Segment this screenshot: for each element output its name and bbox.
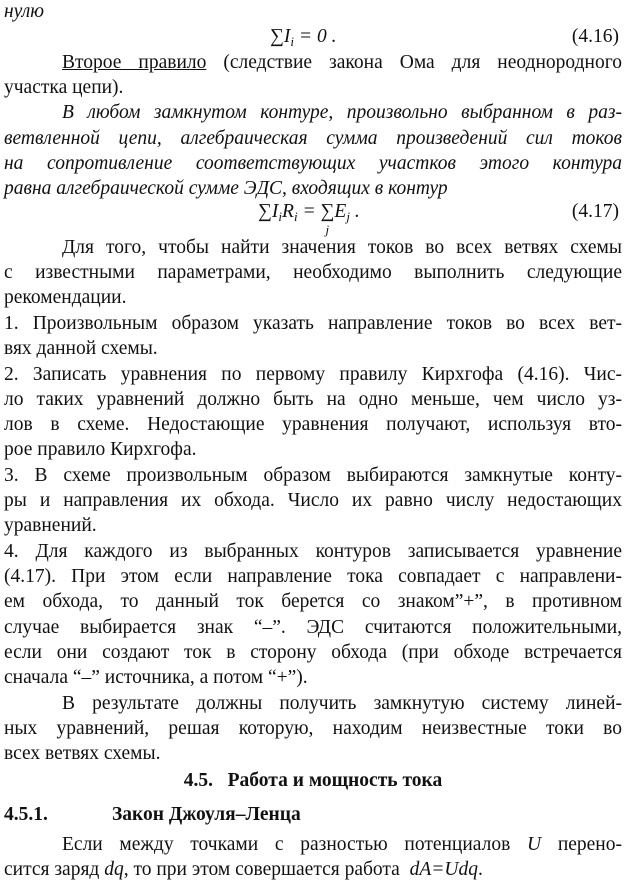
text-line: вях данной схемы.: [4, 338, 158, 359]
text: , то при этом совершается работа: [123, 859, 410, 880]
text-line: равна алгебраической сумме ЭДС, входящих в контур: [4, 178, 448, 199]
eq-sub: i: [278, 209, 283, 224]
text-line: (4.17). При этом если направление тока совпадает с направлени-: [4, 566, 622, 587]
text-line: всех ветвях схемы.: [4, 743, 161, 764]
text-line: на сопротивление соответствующих участков этого контура: [4, 153, 622, 174]
text: .: [477, 859, 483, 880]
text-line: 2. Записать уравнения по первому правилу Кирхгофа (4.16). Чис-: [4, 364, 622, 385]
text-line: [4, 858, 622, 882]
section-heading: 4.5. Работа и мощность тока: [183, 770, 443, 791]
sum-symbol: ∑: [258, 201, 272, 222]
equation-number: (4.17): [571, 201, 619, 222]
text-line: ры и направления их обхода. Число их равно числу недостающих: [4, 490, 622, 511]
eq-var: I: [271, 201, 279, 222]
text-line: ветвленной цепи, алгебраическая сумма произведений сил токов: [4, 128, 622, 149]
sum-symbol: ∑: [270, 26, 284, 47]
text-line: 1. Произвольным образом указать направление токов во всех вет-: [4, 313, 622, 334]
text-line: 3. В схеме произвольным образом выбираются замкнутые конту-: [4, 465, 622, 486]
text-line: ло таких уравнений должно быть на одно меньше, чем число уз-: [4, 389, 622, 410]
equation-4-16: [270, 25, 336, 54]
text-line: уравнений.: [4, 515, 97, 536]
text-line: В любом замкнутом контуре, произвольно выбранном в раз-: [62, 102, 622, 123]
text-line: участка цепи).: [4, 77, 124, 98]
subsection-title: Закон Джоуля–Ленца: [112, 804, 301, 825]
eq-sub: i: [293, 209, 298, 224]
subsection-heading: [4, 803, 622, 827]
equation-4-17: [258, 200, 360, 237]
text-line: лов в схеме. Недостающие уравнения получают, используя вто-: [4, 414, 622, 435]
text: сится заряд: [4, 859, 105, 880]
text-line: рекомендации.: [4, 287, 127, 308]
eq-rest: .: [349, 201, 360, 222]
eq-var: R: [282, 201, 294, 222]
subsection-number: 4.5.1.: [4, 804, 48, 825]
text-line: 4. Для каждого из выбранных контуров записывается уравнение: [4, 541, 622, 562]
math-formula: dA=Udq: [409, 859, 478, 880]
text-line: нулю: [4, 1, 45, 22]
text-line: ем обхода, то данный ток берется со знаком”+”, в противном: [4, 591, 622, 612]
eq-var: E: [334, 201, 347, 222]
text-line: рое правило Кирхгофа.: [4, 439, 197, 460]
math-var: U: [527, 834, 542, 855]
text: перено-: [541, 834, 622, 855]
math-var: dq: [104, 859, 124, 880]
eq-sub: j: [346, 209, 350, 224]
text-line: В результате должны получить замкнутую систему линей-: [62, 693, 622, 714]
text-line: [62, 833, 622, 857]
equation-number: (4.16): [571, 26, 619, 47]
text-line: Для того, чтобы найти значения токов во всех ветвях схемы: [62, 237, 622, 258]
text: Если между точками с разностью потенциалов: [62, 834, 528, 855]
eq-sub: j: [325, 222, 330, 237]
text-line: если они создают ток в сторону обхода (при обходе встречается: [4, 642, 622, 663]
text-line: ных уравнений, решая которую, находим неизвестные токи во: [4, 718, 622, 739]
text: (следствие закона Ома для неоднородного: [206, 52, 622, 73]
text-line: [62, 51, 622, 75]
eq-var: I: [283, 26, 291, 47]
text-line: случае выбирается знак “–”. ЭДС считаются положительными,: [4, 617, 622, 638]
text-line: с известными параметрами, необходимо выполнить следующие: [4, 262, 622, 283]
text-line: сначала “–” источника, а потом “+”).: [4, 667, 308, 688]
eq-rest: = 0 .: [294, 26, 337, 47]
eq-sign: =: [297, 201, 321, 222]
eq-sub: i: [290, 34, 295, 49]
underlined-term: Второе правило: [62, 52, 207, 73]
sum-symbol: ∑: [320, 201, 335, 222]
